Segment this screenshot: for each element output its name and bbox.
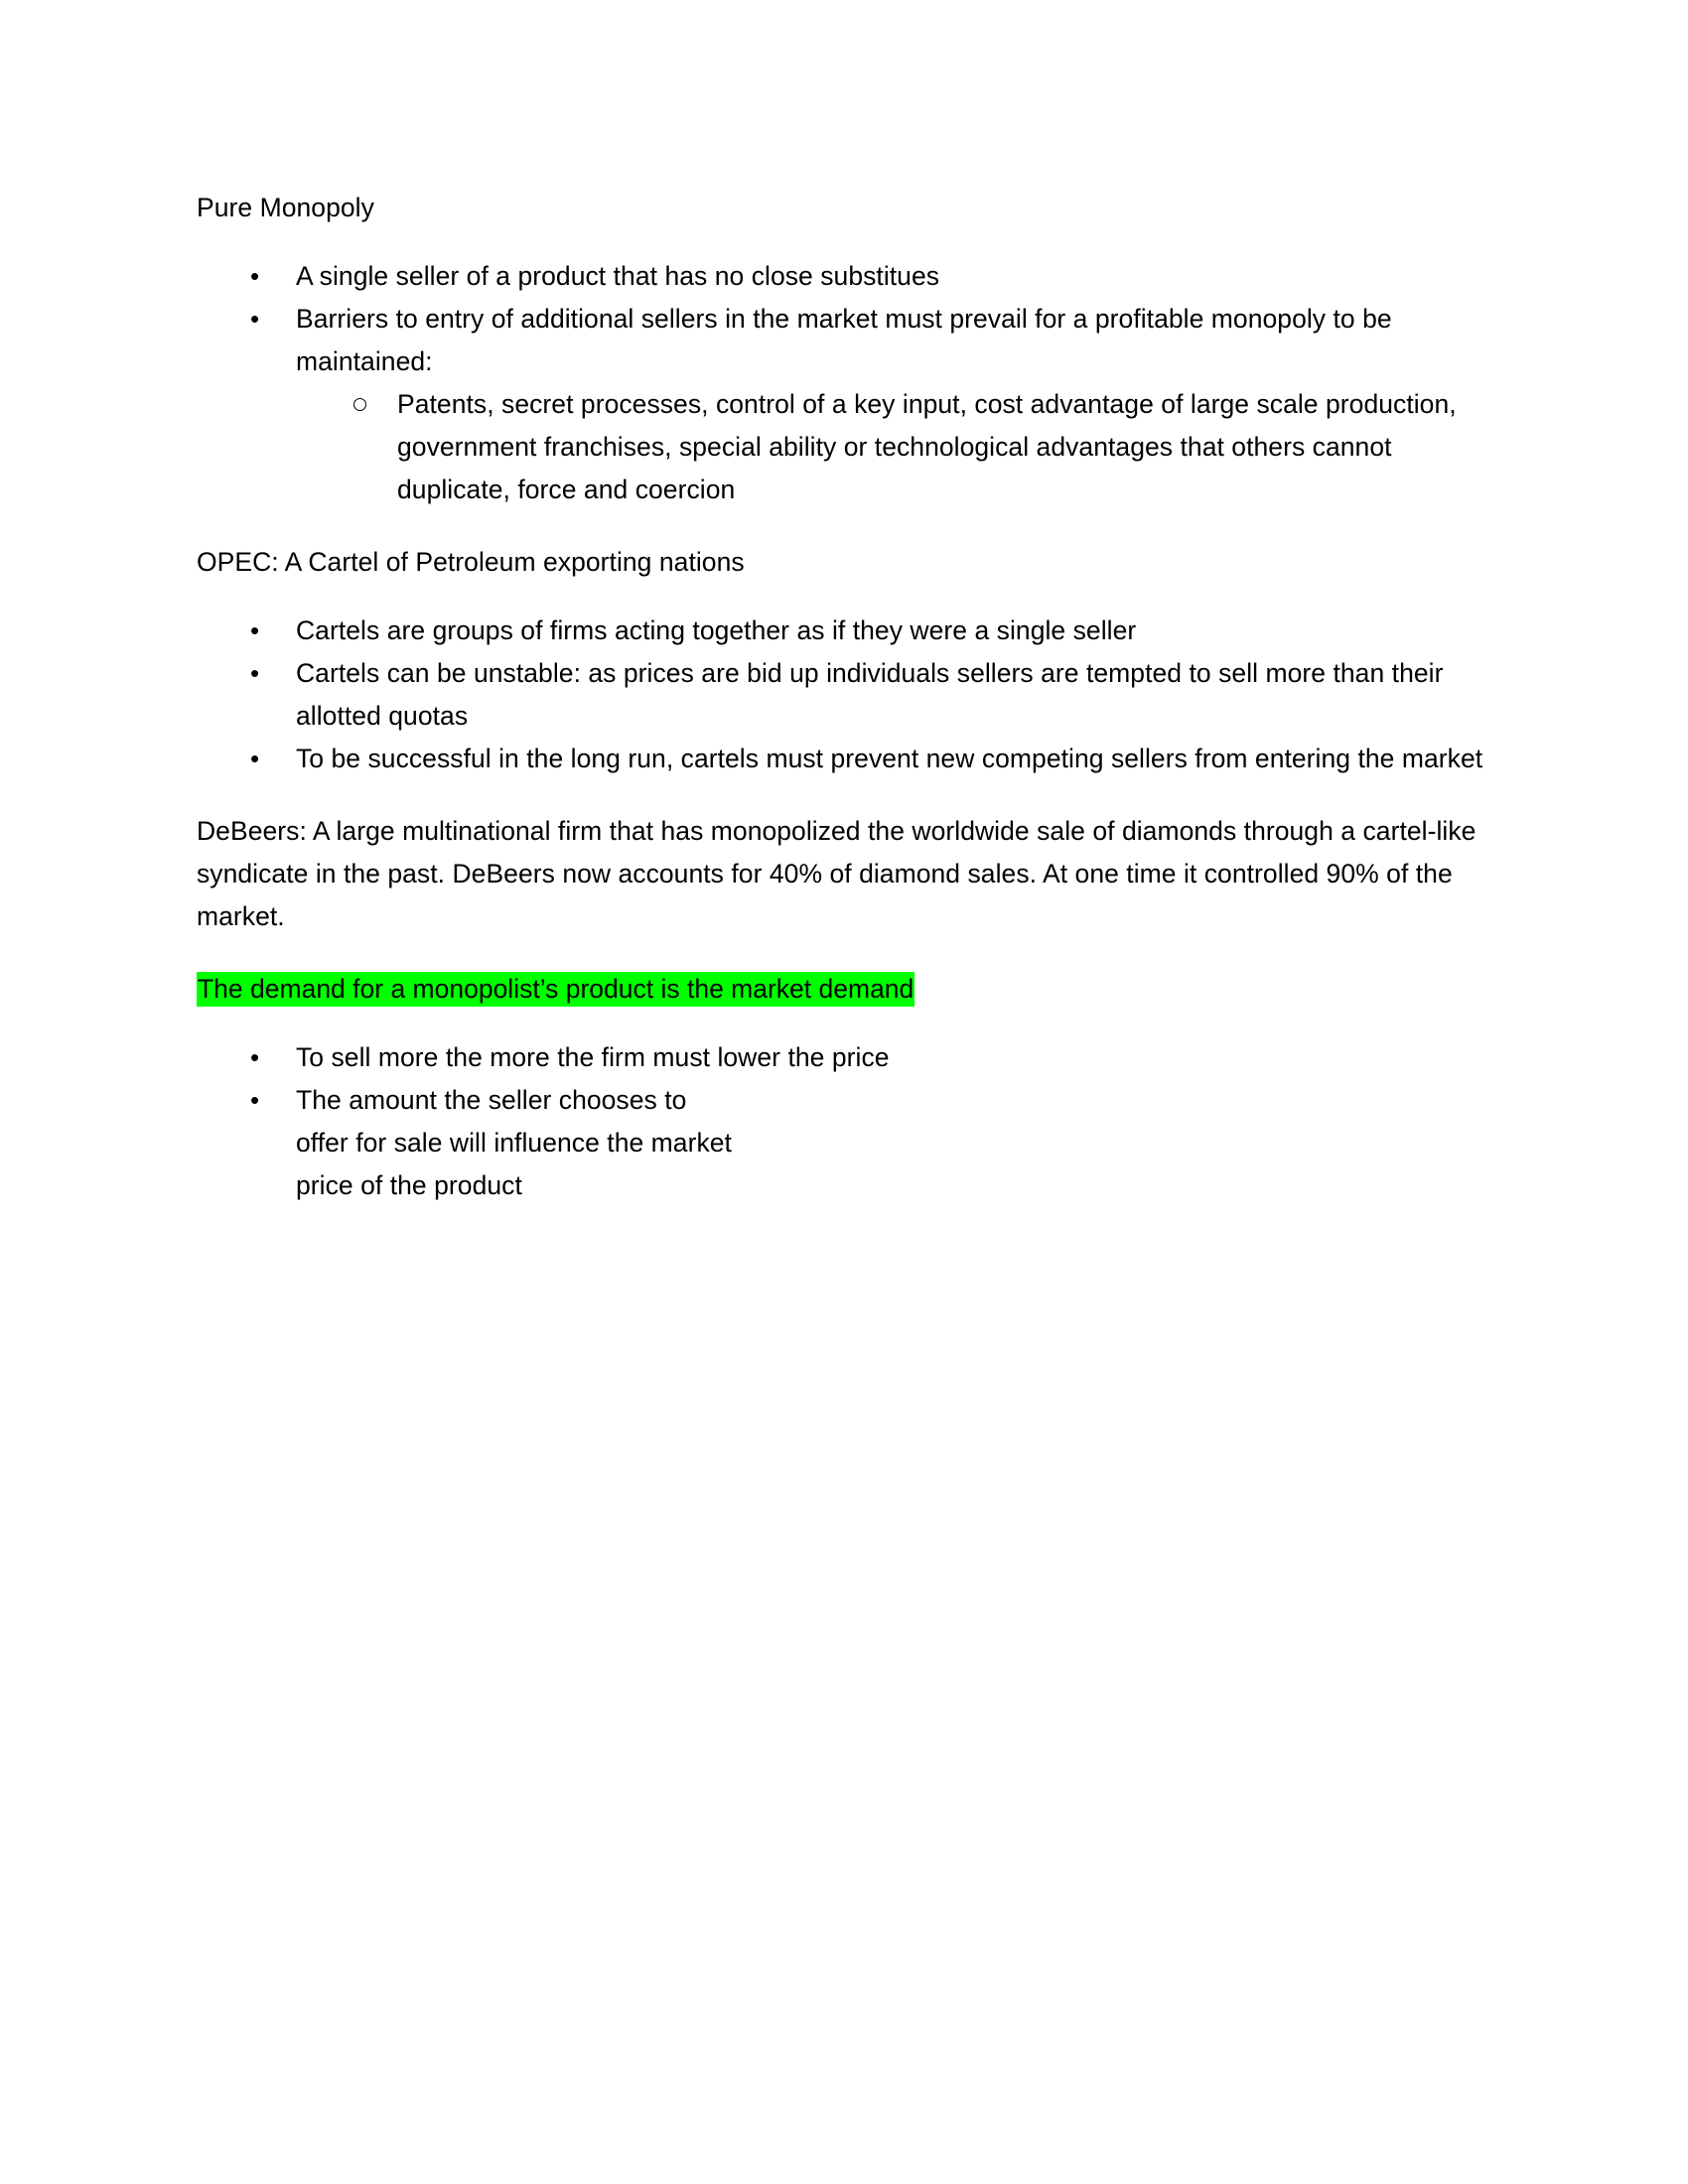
list-item-label: Barriers to entry of additional sellers in the market must prevail for a profitable monopoly to be maintained: (296, 304, 1392, 376)
list-item (197, 255, 1487, 298)
page-title: Pure Monopoly (197, 193, 374, 222)
pure-monopoly-bullet-list (197, 255, 1487, 383)
list-item (197, 738, 1487, 780)
bullet-disc-icon: • (250, 615, 260, 645)
sub-list-item-label: Patents, secret processes, control of a key input, cost advantage of large scale production, government franchises, special ability or technological advantages that others cannot duplicate, force and coercion (397, 389, 1457, 504)
list-item (197, 610, 1487, 652)
list-item-label: The amount the seller chooses to offer for sale will influence the market price of the product (296, 1085, 732, 1200)
bullet-disc-icon: • (250, 744, 260, 773)
spacer (197, 938, 1487, 968)
document-body (197, 187, 1487, 1207)
spacer (197, 229, 1487, 255)
market-demand-bullet-list (197, 1036, 1487, 1207)
list-item (197, 1036, 1487, 1079)
spacer (197, 584, 1487, 610)
spacer (197, 780, 1487, 810)
bullet-disc-icon: • (250, 1042, 260, 1072)
bullet-disc-icon: • (250, 304, 260, 334)
market-demand-heading-row (197, 968, 1487, 1011)
list-item-label: Cartels can be unstable: as prices are bid up individuals sellers are tempted to sell more than their allotted quotas (296, 658, 1444, 731)
spacer (197, 1011, 1487, 1036)
sub-list-item (197, 383, 1487, 511)
list-item (197, 1079, 1487, 1207)
bullet-disc-icon: • (250, 261, 260, 291)
highlighted-heading: The demand for a monopolist’s product is the market demand (197, 972, 914, 1007)
bullet-disc-icon: • (250, 1085, 260, 1115)
list-item-label: To sell more the more the firm must lower the price (296, 1042, 890, 1072)
pure-monopoly-sub-bullet-list (197, 383, 1487, 511)
opec-bullet-list (197, 610, 1487, 780)
spacer (197, 511, 1487, 541)
opec-heading: OPEC: A Cartel of Petroleum exporting nations (197, 547, 745, 577)
list-item-label: Cartels are groups of firms acting together as if they were a single seller (296, 615, 1137, 645)
list-item-label: A single seller of a product that has no close substitues (296, 261, 940, 291)
list-item (197, 298, 1487, 383)
list-item-label: To be successful in the long run, cartels must prevent new competing sellers from entering the market (296, 744, 1483, 773)
bullet-disc-icon: • (250, 658, 260, 688)
debeers-paragraph: DeBeers: A large multinational firm that has monopolized the worldwide sale of diamonds through a cartel-like syndicate in the past. DeBeers now accounts for 40% of diamond sales. At one time it controlled 90% of the market. (197, 816, 1477, 931)
list-item (197, 652, 1487, 738)
bullet-circle-outline-icon (353, 398, 366, 411)
